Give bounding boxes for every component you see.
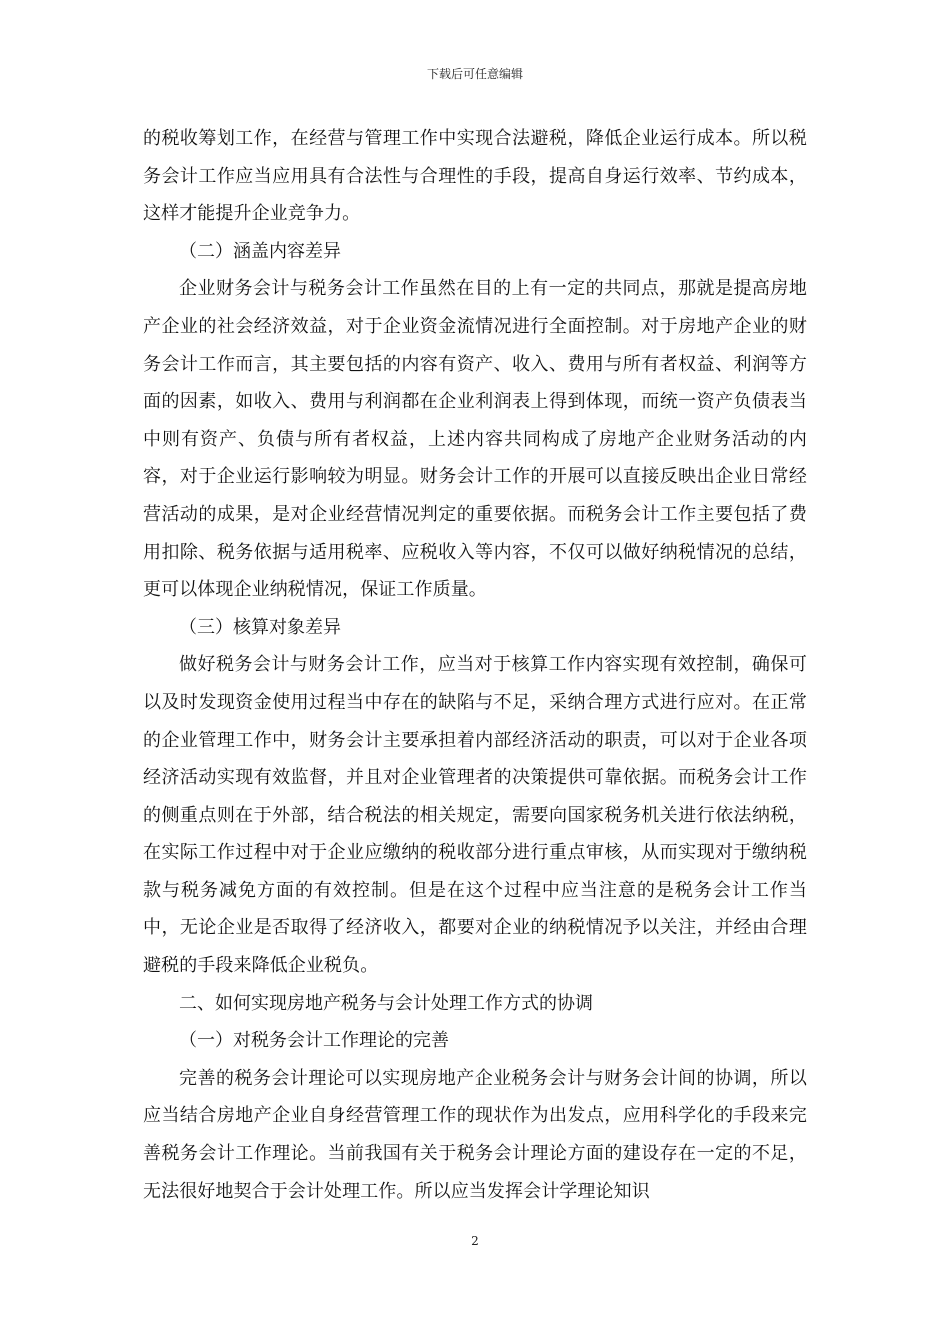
paragraph-theory-improvement: 完善的税务会计理论可以实现房地产企业税务会计与财务会计间的协调，所以应当结合房地产企业自身经营管理工作的现状作为出发点，应用科学化的手段来完善税务会计工作理论。当前我国有关于税务会计理论方面的建设存在一定的不足，无法很好地契合于会计处理工作。所以应当发挥会计学理论知识 (143, 1067, 807, 1202)
paragraph-content-difference: 企业财务会计与税务会计工作虽然在目的上有一定的共同点，那就是提高房地产企业的社会经济效益，对于企业资金流情况进行全面控制。对于房地产企业的财务会计工作而言，其主要包括的内容有资产、收入、费用与所有者权益、利润等方面的因素，如收入、费用与利润都在企业利润表上得到体现，而统一资产负债表当中则有资产、负债与所有者权益，上述内容共同构成了房地产企业财务活动的内容，对于企业运行影响较为明显。财务会计工作的开展可以直接反映出企业日常经营活动的成果，是对企业经营情况判定的重要依据。而税务会计工作主要包括了费用扣除、税务依据与适用税率、应税收入等内容，不仅可以做好纳税情况的总结，更可以体现企业纳税情况，保证工作质量。 (143, 278, 807, 601)
section-heading-content-difference: （二）涵盖内容差异 (179, 240, 341, 262)
document-body (143, 120, 807, 1210)
section-heading-accounting-object-difference: （三）核算对象差异 (179, 616, 341, 638)
page-number: 2 (471, 1234, 479, 1248)
page-header (0, 66, 950, 82)
page-footer (0, 1233, 950, 1249)
paragraph-continued: 的税收筹划工作，在经营与管理工作中实现合法避税，降低企业运行成本。所以税务会计工作应当应用具有合法性与合理性的手段，提高自身运行效率、节约成本，这样才能提升企业竞争力。 (143, 128, 807, 225)
section-heading-theory-improvement: （一）对税务会计工作理论的完善 (179, 1030, 449, 1052)
paragraph-accounting-object-difference: 做好税务会计与财务会计工作，应当对于核算工作内容实现有效控制，确保可以及时发现资金使用过程当中存在的缺陷与不足，采纳合理方式进行应对。在正常的企业管理工作中，财务会计主要承担着内部经济活动的职责，可以对于企业各项经济活动实现有效监督，并且对企业管理者的决策提供可靠依据。而税务会计工作的侧重点则在于外部，结合税法的相关规定，需要向国家税务机关进行依法纳税，在实际工作过程中对于企业应缴纳的税收部分进行重点审核，从而实现对于缴纳税款与税务减免方面的有效控制。但是在这个过程中应当注意的是税务会计工作当中，无论企业是否取得了经济收入，都要对企业的纳税情况予以关注，并经由合理避税的手段来降低企业税负。 (143, 654, 807, 977)
header-text: 下载后可任意编辑 (426, 67, 523, 81)
chapter-heading-coordination: 二、如何实现房地产税务与会计处理工作方式的协调 (179, 992, 593, 1014)
